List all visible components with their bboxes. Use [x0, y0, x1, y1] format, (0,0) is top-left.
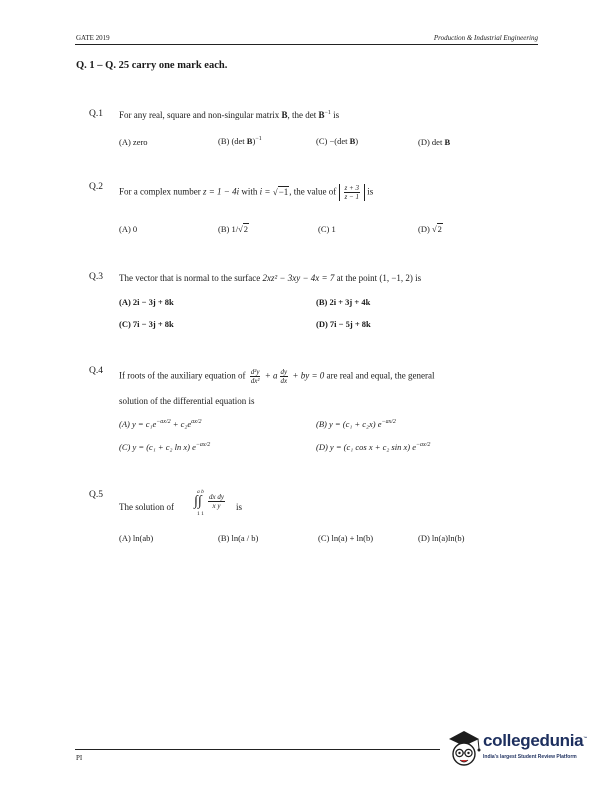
question-stem [119, 368, 434, 385]
option-text: + c₂e [170, 419, 192, 429]
option-text: (C) −(det [316, 136, 350, 146]
integral-sign: ∫∫ [194, 494, 202, 509]
trademark-symbol: ™ [583, 735, 588, 741]
sqrt-argument: −1 [278, 186, 289, 197]
option-d [418, 137, 450, 147]
option-c: (C) 7i − 3j + 8k [119, 319, 174, 329]
header-paper-name: Production & Industrial Engineering [433, 34, 538, 42]
option-d: (D) 7i − 5j + 8k [316, 319, 371, 329]
header-exam-title: GATE 2019 [76, 34, 110, 42]
matrix-symbol: B [349, 136, 356, 146]
option-text: (B) y = (c₁ + c₂x) e [316, 419, 382, 429]
fraction-numerator: d²y [250, 368, 260, 376]
option-text: (C) y = (c₁ + c₂ ln x) e [119, 442, 196, 452]
matrix-symbol: B [318, 110, 325, 120]
sqrt-expression: √2 [431, 224, 442, 234]
stem-text: at the point (1, −1, 2) is [334, 273, 422, 283]
complex-number: z = 1 − 4i [202, 186, 240, 197]
question-number: Q.2 [89, 182, 103, 192]
option-b [316, 419, 396, 429]
fraction-numerator: dx dy [209, 493, 224, 501]
integral-upper-limits: a b [197, 489, 204, 495]
question-number: Q.1 [89, 109, 103, 119]
inverse-exponent: −1 [324, 110, 331, 116]
option-a [119, 419, 201, 429]
option-c: (C) 1 [318, 224, 336, 234]
logo-wordmark [483, 731, 587, 751]
fraction-denominator: x y [212, 502, 221, 510]
first-derivative [280, 368, 289, 385]
equation-term: + a [262, 370, 278, 381]
matrix-symbol: B [246, 136, 253, 146]
stem-text: , the value of [289, 186, 339, 197]
option-b: (B) ln(a / b) [218, 533, 259, 543]
option-text: (B) (det [218, 136, 247, 146]
fraction-denominator: dx² [250, 377, 260, 385]
option-a: (A) ln(ab) [119, 533, 154, 543]
option-text: (D) [418, 224, 432, 234]
option-exponent: −ax/2 [381, 419, 396, 426]
logo-name: collegedunia [483, 731, 584, 750]
option-d: (D) ln(a)ln(b) [418, 533, 465, 543]
collegedunia-logo [445, 727, 595, 771]
sqrt-expression: √−1 [272, 186, 289, 197]
header-rule [75, 44, 538, 45]
section-title: Q. 1 – Q. 25 carry one mark each. [76, 60, 228, 71]
double-integral [194, 489, 234, 523]
option-text: (A) y = c₁e [119, 419, 157, 429]
stem-text: , the det [287, 110, 319, 120]
sqrt-argument: 2 [437, 224, 442, 234]
integral-lower-limits: 1 1 [197, 511, 204, 517]
stem-text: is [330, 110, 340, 120]
stem-text: The vector that is normal to the surface [119, 273, 263, 283]
fraction-numerator: dy [280, 368, 288, 376]
stem-text: For any real, square and non-singular matrix [119, 110, 282, 120]
option-d [418, 224, 443, 234]
option-a: (A) 2i − 3j + 8k [119, 297, 174, 307]
logo-tagline: India's largest Student Review Platform [483, 754, 577, 760]
option-text: ) [252, 136, 256, 146]
fraction-denominator: dx [280, 377, 288, 385]
integrand-fraction [208, 493, 225, 510]
option-d [316, 442, 430, 452]
surface-equation: 2xz² − 3xy − 4x = 7 [262, 273, 335, 283]
equation-term: + by = 0 [290, 370, 325, 381]
stem-text: with [239, 186, 260, 197]
option-c [119, 442, 210, 452]
fraction-denominator: z − 1 [344, 193, 359, 201]
matrix-symbol: B [281, 110, 288, 120]
graduate-mascot-icon [445, 727, 483, 771]
stem-text: If roots of the auxiliary equation of [119, 370, 248, 381]
question-stem [119, 273, 421, 283]
stem-text: are real and equal, the general [324, 370, 435, 381]
fraction-numerator: z + 3 [344, 184, 359, 192]
question-number: Q.3 [89, 272, 103, 282]
option-text: (B) 1/ [218, 224, 239, 234]
second-derivative [250, 368, 261, 385]
option-exponent: −ax/2 [195, 442, 211, 449]
option-c [316, 136, 358, 146]
footer-paper-code: PI [76, 754, 83, 762]
question-stem [119, 184, 373, 201]
option-c: (C) ln(a) + ln(b) [318, 533, 374, 543]
option-exponent: −ax/2 [156, 419, 171, 426]
option-exponent: −ax/2 [415, 442, 431, 449]
question-number: Q.4 [89, 366, 103, 376]
option-a: (A) 0 [119, 224, 138, 234]
footer-rule [75, 749, 440, 750]
option-b [218, 136, 262, 146]
option-exponent: −1 [255, 136, 262, 143]
stem-text: is [364, 186, 374, 197]
question-stem [119, 110, 339, 120]
stem-text: For a complex number [119, 186, 203, 197]
option-text: (D) y = (c₁ cos x + c₂ sin x) e [316, 442, 416, 452]
matrix-symbol: B [444, 137, 451, 147]
question-stem-line2: solution of the differential equation is [119, 396, 255, 406]
option-text: (D) det [418, 137, 445, 147]
fraction [344, 184, 360, 201]
sqrt-expression: √2 [238, 224, 248, 234]
question-number: Q.5 [89, 490, 103, 500]
absolute-value [339, 184, 365, 201]
option-text: ) [355, 136, 359, 146]
sqrt-argument: 2 [243, 224, 248, 234]
question-stem: The solution of [119, 502, 174, 512]
option-a: (A) zero [119, 137, 148, 147]
option-b [218, 224, 249, 234]
option-exponent: ax/2 [191, 419, 202, 426]
imaginary-unit: i = [259, 186, 273, 197]
question-stem-tail: is [236, 502, 243, 512]
option-b: (B) 2i + 3j + 4k [316, 297, 371, 307]
